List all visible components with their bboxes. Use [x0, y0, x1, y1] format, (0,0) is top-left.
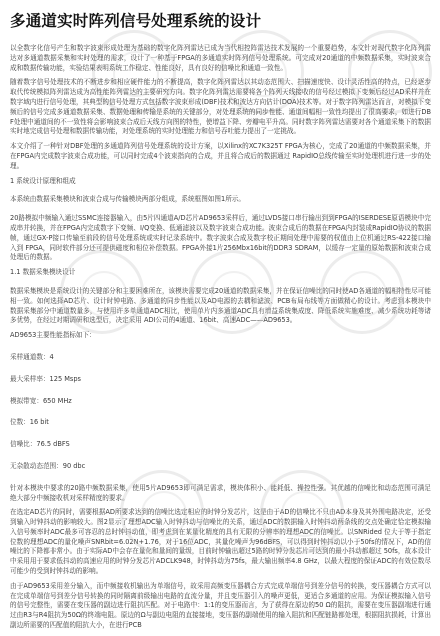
- watermark-icon: [120, 470, 204, 554]
- spec-item: 最大采样率：125 Msps: [10, 374, 81, 383]
- subsection-heading: 1.1 数据采集模块设计: [10, 268, 76, 277]
- section-heading: 1 系统设计原理和组成: [10, 176, 76, 185]
- spec-item: 采样通道数：4: [10, 352, 54, 361]
- jitter-paragraph: 在选定AD芯片的同时，需要根据AD所要求达到的信噪比选定相应的时钟分发芯片，这是由于AD的信噪比不只由AD本身及其外围电路决定，还受到输入时钟抖动的影响较大。图2显示了理想ADC输入时钟抖动与信噪比的关系，通过ADC的数据输入时钟抖动两条线的交点处确定恰定模拟输入信号频率时ADC最多可容忍的总时钟抖动值，即考虑到在某量化精度的具有无限的分辨率的理想ADC的信噪比。以SNRided 位大于等于指定位数的理想ADC的量化噪声SNRbit=6.02N+1.76，对于16位ADC，其量化噪声为96dBFS，可以得到时钟抖动以小于50fs的情况下，AD的信噪比的下降都非常小。由于实际AD中会存在量化和量间的量级，目前时钟输出超过5路的时钟分发芯片可达到的最小抖动都超过 50fs，故本设计中采用用于要求低抖动的高速应用的时钟分发芯片ADCLK948，时钟抖动为75fs，最大输出频率4.8 GHz，以最大程度的保证ADC的有效位数尽可能少的受到时钟抖动的影响。: [10, 508, 431, 576]
- spec-item: 信噪比：76.5 dBFS: [10, 440, 70, 449]
- section-intro-paragraph: 本系统由数据采集模块和波束合成与传输模块两部分组成，系统框图如图1所示。: [10, 195, 245, 204]
- system-paragraph: 20路模拟中频输入通过SSMC连接器输入，由5片四通道A/D芯片AD9653采样后，通过LVDS接口串行输出到到FPGA的ISERDESE原语模块中完成串并转换，并在FPGA内完成数字下变频、I/Q变换、低通滤波以及数字波束合成功能。波束合成后的数据在FPGA内封装成RapidIO协议的数据帧，通过GX-P接口传输至前段的信号处理系统或实时记录系统中。数字波束合成及数字校正期间处理中需要的权值由上位机通过RS-422接口输入到 FPGA，同时软件部分还可提供磁度和相位补偿数据。FPGA外接1片256Mbx16bit的DDR3 SDRAM，以缓存一定量的原始数据和波束合成处理后的数据。: [10, 214, 431, 262]
- watermark-icon: [190, 250, 274, 334]
- document-body: [10, 44, 431, 636]
- page-title: 多通道实时阵列信号处理系统的设计: [10, 12, 262, 30]
- ad9653-intro: AD9653主要性能指标如下：: [10, 331, 96, 340]
- summary-paragraph: 本文介绍了一种针对DBF处理的多通道阵列信号处理系统的设计方案，以Xilinx的XC7K325T FPGA为核心，完成了20通道的中频数据采集，并在FPGA内完成数字波束合成功能，可以同时完成4个波束指向的合成，并且将合成后的数据通过 RapidIO总线传输至实时处理机进行进一步的处理。: [10, 142, 431, 170]
- abstract-paragraph: 以全数字化信号产生和数字波束形成处理为基础的数字化阵列雷达已成为当代相控阵雷达技术发展的一个重要趋势，本文针对现代数字化阵列雷达对多通道数据采集和实时处理的需求，设计了一种基于FPGA的多通道实时阵列信号处理系统。可完成对20通道的中频数据采集，实时波束合成和数据传输功能，实验结果表明系统工作稳定、性能良好，具有良好的信噪比和通道一致性。: [10, 44, 431, 72]
- snr-paragraph: 针对本模块中要求的20路中频数据采集，使用5片AD9653即可满足需求，模块体积小、能耗低、操控性强。其优越的信噪比和动态范围可满足绝大部分中频接收机对采样精度的要求。: [10, 483, 431, 502]
- watermark-icon: [260, 470, 344, 554]
- adc-paragraph: 数据采集模块是系统设计的关键部分和主要困难所在，该模块需要完成20通道的数据采集，并在保证信噪比的同时使AD各通道的幅相特性尽可能相一致。如何选择AD芯片、设计时钟电路、多通道的同步性能以及AD电源的去耦和滤波、PCB布局布线等方面做精心的设计。考虑到本模块中数据采集部分中通道数量多，与使用许多单通道ADC相比，使用单片内多通道ADC具有增益系统集成度、降低系统实施难度、减少系统功耗等诸多优势，在经过对期调研和选型后，决定采用 ADI公司的4通道、16bit、高速ADC——AD9653。: [10, 286, 431, 325]
- spec-item: 位数：16 bit: [10, 418, 49, 427]
- spec-item: 无杂散动态范围：90 dbc: [10, 461, 86, 470]
- balun-paragraph: 由于AD9653采用差分输入，而中频接收机输出为单端信号，故采用高频变压器耦合方式完成单端信号到差分信号的转换，变压器耦合方式可以在完成单端信号到差分信号转换的同时隔离前级输出电路的直流分量，并且变压器引入的噪声更低，更适合多通道的应用。为保证模拟输入信号的信号完整性，需要在变压器的副边进行阻抗匹配。对于电路中：1:1的变压器而言，为了获得在原边的50 Ω的阻抗，需要在变压器副端进行通过由R3与R4阻抗为50Ω的终端电阻。原边的Ω与副边电阻的直接接地，变压器的副端使用的输入阻抗和匹配链路都处理，根据阻抗损耗，计算出副边所需要的匹配值的阻抗大小，在进行PCB: [10, 581, 431, 630]
- watermark-icon: [320, 250, 404, 334]
- spec-item: 模拟带宽：650 MHz: [10, 396, 72, 405]
- intro-paragraph: 随着数字信号处理技术的不断进步和相应硬件能力的不断提高，数字化阵列雷达以其动态范围大、扫描速度快、设计灵活性高的特点，已经逐步取代传统模拟阵列雷达成为高性能阵列雷达的主要研究方向。数字化阵列雷达需要将各个阵列天线接收的信号经过模拟下变频后经过AD采样并在数字域内进行信号处理，其典型的信号处理方式包括数字波束形成(DBF)技术和波达方向估计(DOA)技术等。对于数字阵列雷达而言，对模拟下变频后的信号完成多通道数据采集、数据处理和传输是系统的关键部分，对处理系统的同步性能、通道间幅相一致性均提出了很高要求，如进行DBF处理中通道间的不一致性将会影响波束合成后天线方向图的特性，使增益下降、旁瓣电平升高。同时数字阵列雷达需要对各个通道采集下的数据实时地完成信号处理和数据传输功能，对处理系统的实时处理能力和信号吞吐能力提出了一定挑战。: [10, 78, 431, 136]
- watermark-icon: [60, 250, 144, 334]
